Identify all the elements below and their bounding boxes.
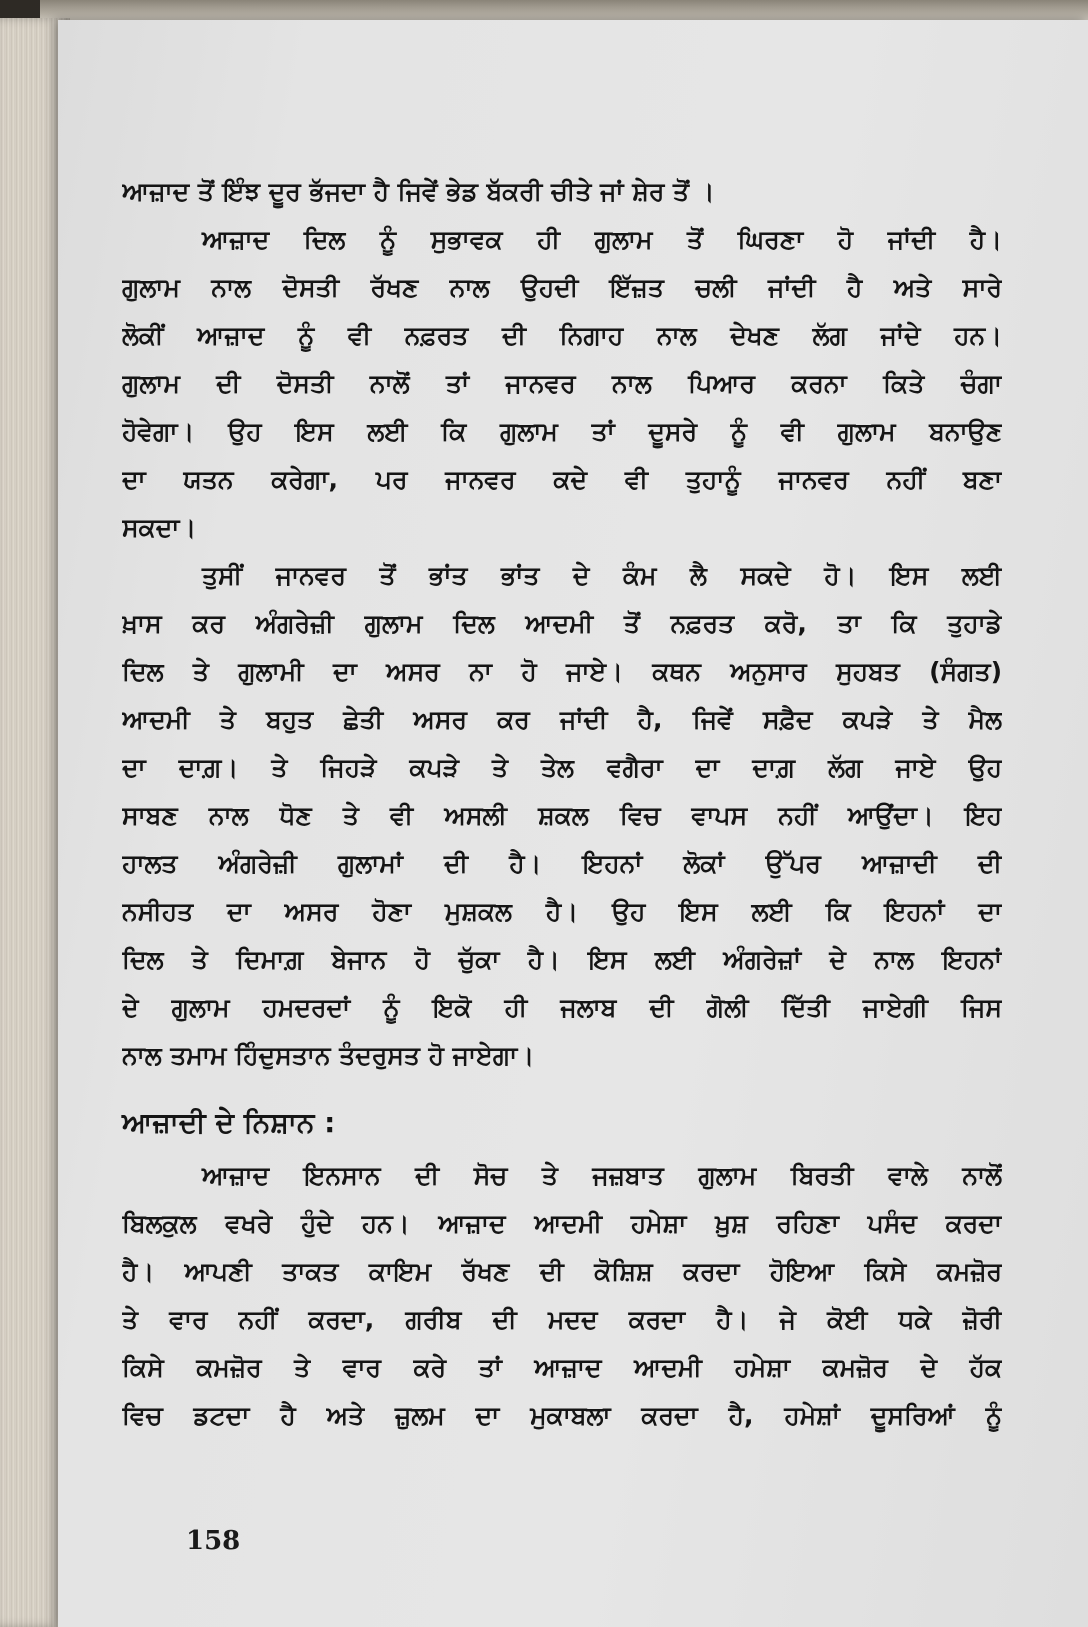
text-line: ਤੇ ਵਾਰ ਨਹੀਂ ਕਰਦਾ, ਗਰੀਬ ਦੀ ਮਦਦ ਕਰਦਾ ਹੈ। ਜੇ ਕੋਈ ਧਕੇ ਜ਼ੋਰੀ xyxy=(122,1305,1002,1334)
paragraph-first-line: ਆਜ਼ਾਦ ਇਨਸਾਨ ਦੀ ਸੋਚ ਤੇ ਜਜ਼ਬਾਤ ਗੁਲਾਮ ਬਿਰਤੀ ਵਾਲੇ ਨਾਲੋਂ xyxy=(202,1161,1002,1190)
text-line: ਨਸੀਹਤ ਦਾ ਅਸਰ ਹੋਣਾ ਮੁਸ਼ਕਲ ਹੈ। ਉਹ ਇਸ ਲਈ ਕਿ ਇਹਨਾਂ ਦਾ xyxy=(122,897,1002,926)
text-line: ਦਿਲ ਤੇ ਗੁਲਾਮੀ ਦਾ ਅਸਰ ਨਾ ਹੋ ਜਾਏ। ਕਥਨ ਅਨੁਸਾਰ ਸੁਹਬਤ (ਸੰਗਤ) xyxy=(122,657,1002,686)
text-line: ਗੁਲਾਮ ਨਾਲ ਦੋਸਤੀ ਰੱਖਣ ਨਾਲ ਉਹਦੀ ਇੱਜ਼ਤ ਚਲੀ ਜਾਂਦੀ ਹੈ ਅਤੇ ਸਾਰੇ xyxy=(122,273,1002,302)
text-line: ਸਾਬਣ ਨਾਲ ਧੋਣ ਤੇ ਵੀ ਅਸਲੀ ਸ਼ਕਲ ਵਿਚ ਵਾਪਸ ਨਹੀਂ ਆਉਂਦਾ। ਇਹ xyxy=(122,801,1002,830)
text-line: ਹਾਲਤ ਅੰਗਰੇਜ਼ੀ ਗੁਲਾਮਾਂ ਦੀ ਹੈ। ਇਹਨਾਂ ਲੋਕਾਂ ਉੱਪਰ ਆਜ਼ਾਦੀ ਦੀ xyxy=(122,849,1002,878)
text-line: ਕਿਸੇ ਕਮਜ਼ੋਰ ਤੇ ਵਾਰ ਕਰੇ ਤਾਂ ਆਜ਼ਾਦ ਆਦਮੀ ਹਮੇਸ਼ਾ ਕਮਜ਼ੋਰ ਦੇ ਹੱਕ xyxy=(122,1353,1002,1382)
page-body-text xyxy=(122,168,1002,1440)
text-line: ਖ਼ਾਸ ਕਰ ਅੰਗਰੇਜ਼ੀ ਗੁਲਾਮ ਦਿਲ ਆਦਮੀ ਤੋਂ ਨਫ਼ਰਤ ਕਰੋ, ਤਾ ਕਿ ਤੁਹਾਡੇ xyxy=(122,609,1002,638)
text-line: ਆਜ਼ਾਦ ਤੋਂ ਇੰਝ ਦੂਰ ਭੱਜਦਾ ਹੈ ਜਿਵੇਂ ਭੇਡ ਬੱਕਰੀ ਚੀਤੇ ਜਾਂ ਸ਼ੇਰ ਤੋਂ । xyxy=(122,177,715,206)
text-line: ਗੁਲਾਮ ਦੀ ਦੋਸਤੀ ਨਾਲੋਂ ਤਾਂ ਜਾਨਵਰ ਨਾਲ ਪਿਆਰ ਕਰਨਾ ਕਿਤੇ ਚੰਗਾ xyxy=(122,369,1002,398)
text-line: ਦਾ ਦਾਗ਼। ਤੇ ਜਿਹੜੇ ਕਪੜੇ ਤੇ ਤੇਲ ਵਗੈਰਾ ਦਾ ਦਾਗ਼ ਲੱਗ ਜਾਏ ਉਹ xyxy=(122,753,1002,782)
text-line: ਹੋਵੇਗਾ। ਉਹ ਇਸ ਲਈ ਕਿ ਗੁਲਾਮ ਤਾਂ ਦੂਸਰੇ ਨੂੰ ਵੀ ਗੁਲਾਮ ਬਨਾਉਣ xyxy=(122,417,1002,446)
text-line: ਆਦਮੀ ਤੇ ਬਹੁਤ ਛੇਤੀ ਅਸਰ ਕਰ ਜਾਂਦੀ ਹੈ, ਜਿਵੇਂ ਸਫ਼ੈਦ ਕਪੜੇ ਤੇ ਮੈਲ xyxy=(122,705,1002,734)
text-line: ਸਕਦਾ। xyxy=(122,513,197,542)
text-line: ਬਿਲਕੁਲ ਵਖਰੇ ਹੁੰਦੇ ਹਨ। ਆਜ਼ਾਦ ਆਦਮੀ ਹਮੇਸ਼ਾ ਖ਼ੁਸ਼ ਰਹਿਣਾ ਪਸੰਦ ਕਰਦਾ xyxy=(122,1209,1002,1238)
section-heading: ਆਜ਼ਾਦੀ ਦੇ ਨਿਸ਼ਾਨ : xyxy=(122,1106,336,1139)
text-line: ਦੇ ਗੁਲਾਮ ਹਮਦਰਦਾਂ ਨੂੰ ਇਕੋ ਹੀ ਜਲਾਬ ਦੀ ਗੋਲੀ ਦਿੱਤੀ ਜਾਏਗੀ ਜਿਸ xyxy=(122,993,1002,1022)
text-line: ਦਿਲ ਤੇ ਦਿਮਾਗ਼ ਬੇਜਾਨ ਹੋ ਚੁੱਕਾ ਹੈ। ਇਸ ਲਈ ਅੰਗਰੇਜ਼ਾਂ ਦੇ ਨਾਲ ਇਹਨਾਂ xyxy=(122,945,1002,974)
paragraph-first-line: ਤੁਸੀਂ ਜਾਨਵਰ ਤੋਂ ਭਾਂਤ ਭਾਂਤ ਦੇ ਕੰਮ ਲੈ ਸਕਦੇ ਹੋ। ਇਸ ਲਈ xyxy=(202,561,1002,590)
text-line: ਦਾ ਯਤਨ ਕਰੇਗਾ, ਪਰ ਜਾਨਵਰ ਕਦੇ ਵੀ ਤੁਹਾਨੂੰ ਜਾਨਵਰ ਨਹੀਂ ਬਣਾ xyxy=(122,465,1002,494)
text-line: ਨਾਲ ਤਮਾਮ ਹਿੰਦੁਸਤਾਨ ਤੰਦਰੁਸਤ ਹੋ ਜਾਏਗਾ। xyxy=(122,1041,535,1070)
paragraph-first-line: ਆਜ਼ਾਦ ਦਿਲ ਨੂੰ ਸੁਭਾਵਕ ਹੀ ਗੁਲਾਮ ਤੋਂ ਘਿਰਣਾ ਹੋ ਜਾਂਦੀ ਹੈ। xyxy=(202,225,1002,254)
text-line: ਵਿਚ ਡਟਦਾ ਹੈ ਅਤੇ ਜ਼ੁਲਮ ਦਾ ਮੁਕਾਬਲਾ ਕਰਦਾ ਹੈ, ਹਮੇਸ਼ਾਂ ਦੂਸਰਿਆਂ ਨੂੰ xyxy=(122,1401,1002,1430)
text-line: ਹੈ। ਆਪਣੀ ਤਾਕਤ ਕਾਇਮ ਰੱਖਣ ਦੀ ਕੋਸ਼ਿਸ਼ ਕਰਦਾ ਹੋਇਆ ਕਿਸੇ ਕਮਜ਼ੋਰ xyxy=(122,1257,1002,1286)
text-line: ਲੋਕੀਂ ਆਜ਼ਾਦ ਨੂੰ ਵੀ ਨਫ਼ਰਤ ਦੀ ਨਿਗਾਹ ਨਾਲ ਦੇਖਣ ਲੱਗ ਜਾਂਦੇ ਹਨ। xyxy=(122,321,1002,350)
page-number: 158 xyxy=(186,1526,241,1556)
